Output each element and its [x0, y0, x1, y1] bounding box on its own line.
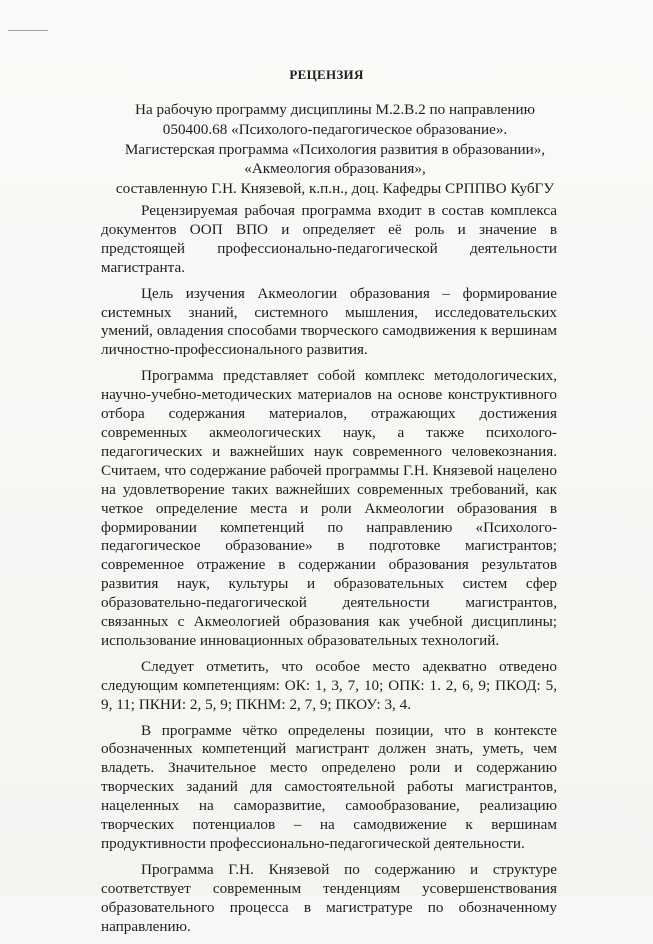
body-paragraph: Цель изучения Акмеологии образования – формирование системных знаний, системного мышления, исследовательских умений, овладения способами творческого самодвижения к вершинам личностно-профессионального развития.	[101, 284, 557, 359]
body-paragraph: Программа представляет собой комплекс методологических, научно-учебно-методических материалов на основе конструктивного отбора содержания материалов, отражающих достижения современных акмеологических наук, а также психолого-педагогических и важнейших наук современного человекознания. Считаем, что содержание рабочей программы Г.Н. Князевой нацелено на удовлетворение таких важнейших современных требований, как четкое определение места и роли Акмеологии образования в формировании компетенций по направлению «Психолого-педагогическое образование» в подготовке магистрантов; современное отражение в содержании образования результатов развития наук, культуры и образовательных систем сфер образовательно-педагогической деятельности магистрантов, связанных с Акмеологией образования как учебной дисциплины; использование инновационных образовательных технологий.	[101, 367, 557, 649]
body-paragraph: Рецензируемая рабочая программа входит в состав комплекса документов ООП ВПО и определяет её роль и значение в предстоящей профессионально-педагогической деятельности магистранта.	[101, 202, 557, 276]
document-title: РЕЦЕНЗИЯ	[289, 67, 364, 82]
header-line: Магистерская программа «Психология развития в образовании»,	[124, 140, 546, 158]
header-line: «Акмеология образования»,	[244, 160, 426, 178]
header-line: составленную Г.Н. Князевой, к.п.н., доц. Кафедры СРППВО КубГУ	[115, 180, 555, 198]
header-line: 050400.68 «Психолого-педагогическое образование».	[162, 120, 508, 138]
header-line: На рабочую программу дисциплины М.2.В.2 по направлению	[135, 101, 535, 118]
scan-mark	[8, 30, 48, 31]
document-header	[60, 100, 610, 199]
body-paragraph: Следует отметить, что особое место адекватно отведено следующим компетенциям: ОК: 1, 3, 7, 10; ОПК: 1. 2, 6, 9; ПКОД: 5, 9, 11; ПКНИ: 2, 5, 9; ПКНМ: 2, 7, 9; ПКОУ: 3, 4.	[101, 657, 557, 713]
body-paragraph: Программа Г.Н. Князевой по содержанию и структуре соответствует современным тенденциям усовершенствования образовательного процесса в магистратуре по обозначенному направлению.	[101, 860, 557, 935]
body-paragraph: В программе чётко определены позиции, что в контексте обозначенных компетенций магистрант должен знать, уметь, чем владеть. Значительное место определено роли и содержанию творческих заданий для самостоятельной работы магистрантов, нацеленных на саморазвитие, самообразование, реализацию творческих потенциалов – на самодвижение к вершинам продуктивности профессионально-педагогической деятельности.	[101, 721, 557, 852]
document-body	[101, 202, 557, 944]
